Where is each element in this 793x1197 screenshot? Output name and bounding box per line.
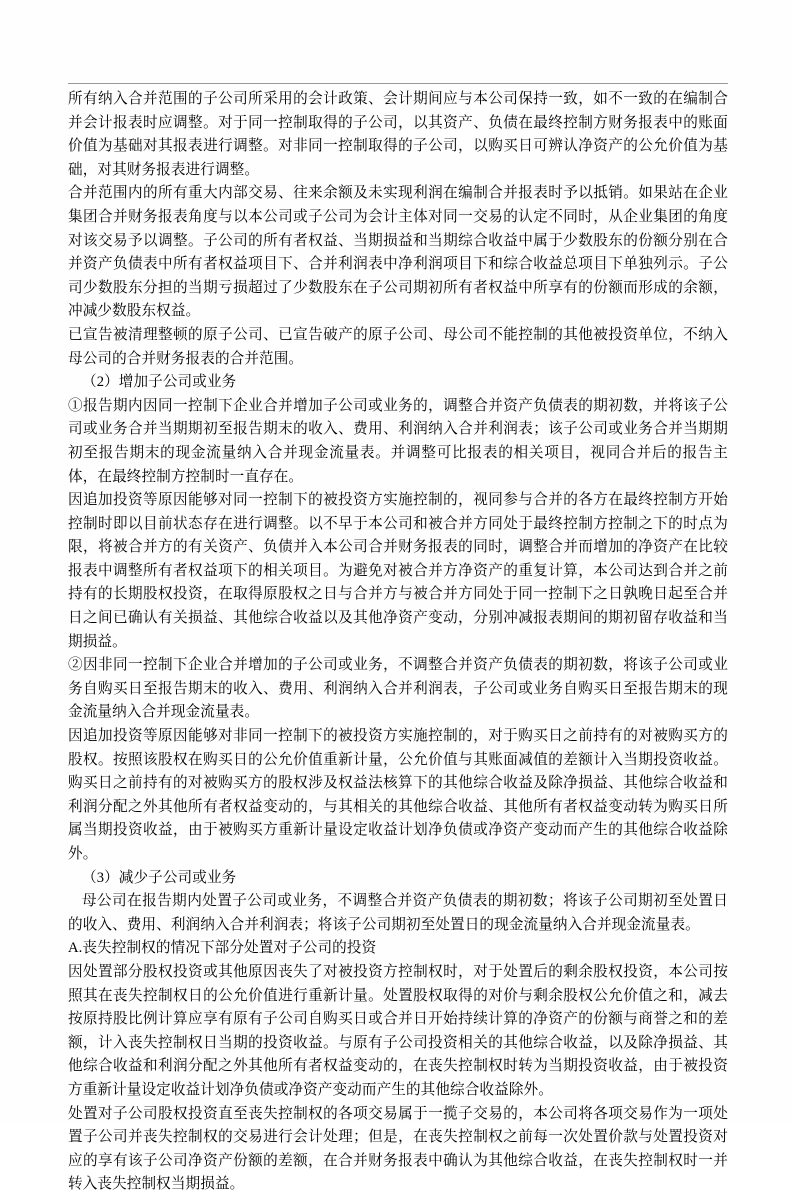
page-top-rule — [68, 83, 728, 84]
paragraph: ②因非同一控制下企业合并增加的子公司或业务，不调整合并资产负债表的期初数，将该子公司或业务自购买日至报告期末的收入、费用、利润纳入合并利润表，子公司或业务自购买日至报告期末的现金流量纳入合并现金流量表。 — [68, 657, 728, 721]
paragraph: 因处置部分股权投资或其他原因丧失了对被投资方控制权时，对于处置后的剩余股权投资，本公司按照其在丧失控制权日的公允价值进行重新计量。处置股权取得的对价与剩余股权公允价值之和，减去按原持股比例计算应享有原有子公司自购买日或合并日开始持续计算的净资产的份额与商誉之和的差额，计入丧失控制权日当期的投资收益。与原有子公司投资相关的其他综合收益，以及除净损益、其他综合收益和利润分配之外其他所有者权益变动的，在丧失控制权时转为当期投资收益，由于被投资方重新计量设定收益计划净负债或净资产变动而产生的其他综合收益除外。 — [68, 963, 728, 1098]
section-heading-reduce-subsidiary: （3）减少子公司或业务 — [82, 869, 237, 886]
paragraph: 母公司在报告期内处置子公司或业务，不调整合并资产负债表的期初数；将该子公司期初至处置日的收入、费用、利润纳入合并利润表；将该子公司期初至处置日的现金流量纳入合并现金流量表。 — [68, 893, 728, 933]
paragraph: 处置对子公司股权投资直至丧失控制权的各项交易属于一揽子交易的，本公司将各项交易作为一项处置子公司并丧失控制权的交易进行会计处理；但是，在丧失控制权之前每一次处置价款与处置投资对应的享有该子公司净资产份额的差额，在合并财务报表中确认为其他综合收益，在丧失控制权时一并转入丧失控制权当期损益。 — [68, 1105, 728, 1193]
paragraph: 合并范围内的所有重大内部交易、往来余额及未实现利润在编制合并报表时予以抵销。如果站在企业集团合并财务报表角度与以本公司或子公司为会计主体对同一交易的认定不同时，从企业集团的角度对该交易予以调整。子公司的所有者权益、当期损益和当期综合收益中属于少数股东的份额分别在合并资产负债表中所有者权益项目下、合并利润表中净利润项目下和综合收益总项目下单独列示。子公司少数股东分担的当期亏损超过了少数股东在子公司期初所有者权益中所享有的份额而形成的余额，冲减少数股东权益。 — [68, 185, 728, 320]
paragraph: 已宣告被清理整顿的原子公司、已宣告破产的原子公司、母公司不能控制的其他被投资单位，不纳入母公司的合并财务报表的合并范围。 — [68, 326, 728, 367]
paragraph: 所有纳入合并范围的子公司所采用的会计政策、会计期间应与本公司保持一致，如不一致的在编制合并会计报表时应调整。对于同一控制取得的子公司，以其资产、负债在最终控制方财务报表中的账面价值为基础对其报表进行调整。对非同一控制取得的子公司，以购买日可辨认净资产的公允价值为基础，对其财务报表进行调整。 — [68, 91, 728, 178]
paragraph: 因追加投资等原因能够对同一控制下的被投资方实施控制的，视同参与合并的各方在最终控制方开始控制时即以目前状态存在进行调整。以不早于本公司和被合并方同处于最终控制方控制之下的时点为限，将被合并方的有关资产、负债并入本公司合并财务报表的同时，调整合并而增加的净资产在比较报表中调整所有者权益项下的相关项目。为避免对被合并方净资产的重复计算，本公司达到合并之前持有的长期股权投资，在取得原股权之日与合并方与被合并方同处于同一控制下之日孰晚日起至合并日之间已确认有关损益、其他综合收益以及其他净资产变动，分别冲减报表期间的期初留存收益和当期损益。 — [68, 492, 728, 650]
subsection-heading-loss-of-control: A.丧失控制权的情况下部分处置对子公司的投资 — [68, 940, 377, 957]
document-body — [68, 88, 728, 1197]
paragraph: ①报告期内因同一控制下企业合并增加子公司或业务的，调整合并资产负债表的期初数，并将该子公司或业务合并当期期初至报告期末的收入、费用、利润纳入合并利润表；该子公司或业务合并当期期初至报告期末的现金流量纳入合并现金流量表。并调整可比报表的相关项目，视同合并后的报告主体，在最终控制方控制时一直存在。 — [68, 397, 728, 485]
paragraph: 因追加投资等原因能够对非同一控制下的被投资方实施控制的，对于购买日之前持有的对被购买方的股权。按照该股权在购买日的公允价值重新计量，公允价值与其账面减值的差额计入当期投资收益。购买日之前持有的对被购买方的股权涉及权益法核算下的其他综合收益及除净损益、其他综合收益和利润分配之外其他所有者权益变动的，与其相关的其他综合收益、其他所有者权益变动转为购买日所属当期投资收益，由于被购买方重新计量设定收益计划净负债或净资产变动而产生的其他综合收益除外。 — [68, 728, 728, 862]
section-heading-add-subsidiary: （2）增加子公司或业务 — [82, 374, 237, 391]
